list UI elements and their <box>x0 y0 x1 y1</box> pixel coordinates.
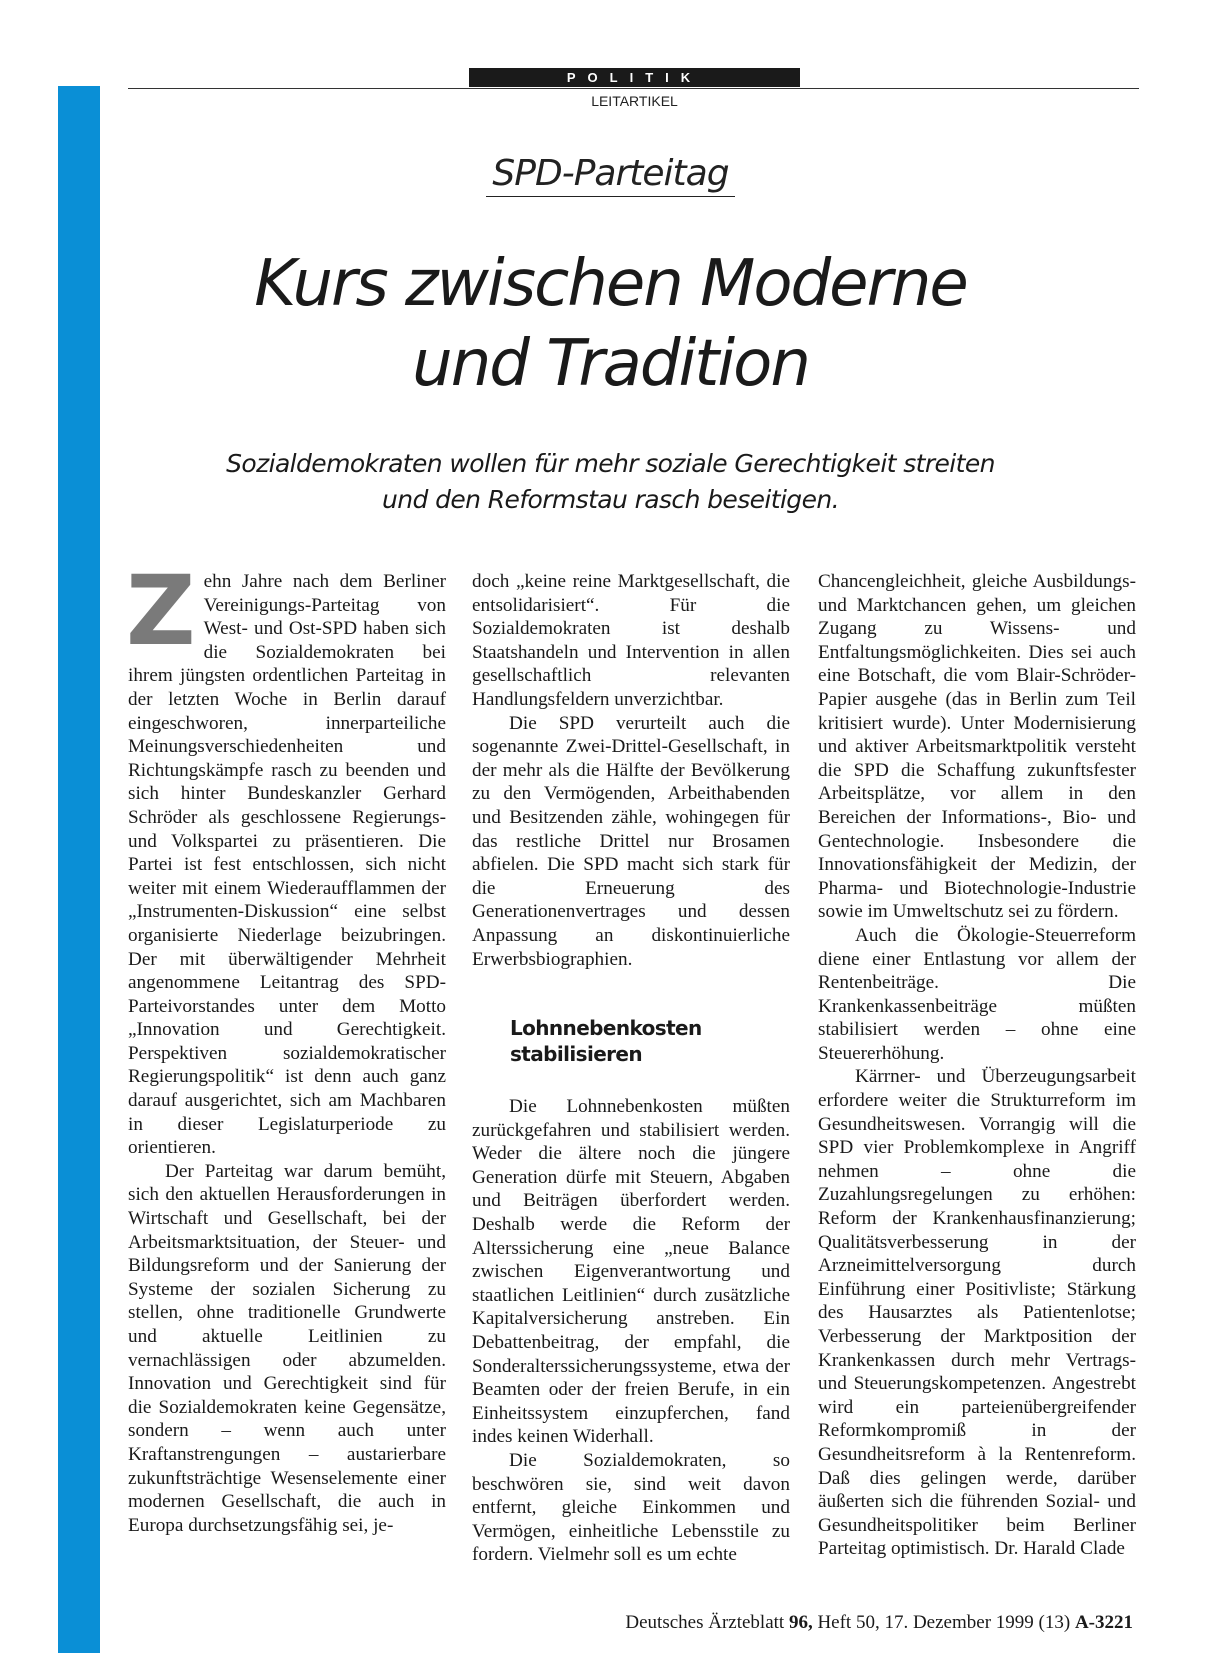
paragraph: Chancengleichheit, gleiche Ausbildungs- und Marktchancen gehen, um gleichen Zugang zu Wissens- und Entfaltungsmöglichkeiten. Dies sei auch eine Botschaft, die vom Blair-Schröder-Papier ausgehe (das in Berlin zum Teil kritisiert wurde). Unter Modernisierung und aktiver Arbeitsmarktpolitik versteht die SPD die Schaffung zukunftsfester Arbeitsplätze, vor allem in den Bereichen der Informations-, Bio- und Gentechnologie. Insbesondere die Innovationsfähigkeit der Medizin, der Pharma- und Biotechnologie-Industrie sowie im Umweltschutz sei zu fördern. <box>818 571 1136 923</box>
paragraph: Kärrner- und Überzeugungsarbeit erfordere weiter die Strukturreform im Gesundheitswesen. Vorrangig will die SPD vier Problemkomplexe in Angriff nehmen – ohne die Zuzahlungsregelungen zu erhöhen: Reform der Krankenhausfinanzierung; Qualitätsverbesserung in der Arzneimittelversorgung durch Einführung einer Positivliste; Stärkung des Hausarztes als Patientenlotse; Verbesserung der Marktposition der Krankenkassen durch mehr Vertrags- und Steuerungskompetenzen. Angestrebt wird ein parteienübergreifender Reformkompromiß in der Gesundheitsreform à la Rentenreform. Daß dies gelingen werde, darüber äußerten sich die führenden Sozial- und Gesundheitspolitiker beim Berliner Parteitag optimistisch. Dr. Harald Clade <box>818 1066 1136 1560</box>
subheading-line-2: stabilisieren <box>510 1042 643 1067</box>
headline-line-1: Kurs zwischen Moderne <box>254 247 967 321</box>
page-footer <box>625 1612 1133 1634</box>
kicker <box>0 153 1221 197</box>
standfirst-line-2: und den Reformstau rasch beseitigen. <box>382 485 839 514</box>
headline-line-2: und Tradition <box>412 327 809 401</box>
subsection-label: LEITARTIKEL <box>591 93 678 109</box>
issue-info: Heft 50, 17. Dezember 1999 (13) <box>817 1612 1071 1633</box>
standfirst <box>0 446 1221 518</box>
journal-name: Deutsches Ärzteblatt <box>625 1612 785 1633</box>
journal-volume: 96, <box>788 1612 813 1633</box>
standfirst-line-1: Sozialdemokraten wollen für mehr soziale Gerechtigkeit streiten <box>226 449 995 478</box>
header-rule <box>128 88 1139 89</box>
paragraph: Die Sozialdemokraten, so beschwören sie, sind weit davon entfernt, gleiche Einkommen und Vermögen, einheitliche Lebensstile zu fordern. Vielmehr soll es um echte <box>472 1450 790 1566</box>
article-column-2 <box>472 570 790 1567</box>
kicker-text: SPD-Parteitag <box>486 153 734 197</box>
subheading-line-1: Lohnnebenkosten <box>510 1016 702 1041</box>
section-label: POLITIK <box>469 68 800 87</box>
article-column-3 <box>818 570 1136 1561</box>
paragraph: Die SPD verurteilt auch die sogenannte Zwei-Drittel-Gesellschaft, in der mehr als die Hälfte der Bevölkerung zu den Vermögenden, Arbeithabenden und Besitzenden zähle, wohingegen für das restliche Drittel nur Brosamen abfielen. Die SPD macht sich stark für die Erneuerung des Generationenvertrages und dessen Anpassung an diskontinuierliche Erwerbsbiographien. <box>472 712 790 970</box>
paragraph: Die Lohnnebenkosten müßten zurückgefahren und stabilisiert werden. Weder die ältere noch die jüngere Generation dürfe mit Steuern, Abgaben und Beiträgen überfordert werden. Deshalb werde die Reform der Alterssicherung eine „neue Balance zwischen Eigenverantwortung und staatlichen Leitlinien“ durch zusätzliche Kapitalversicherung anstreben. Ein Debattenbeitrag, der empfahl, die Sonderalterssicherungssysteme, etwa der Beamten oder der freien Berufe, in ein Einheitssystem einzupferchen, fand indes keinen Widerhall. <box>472 1096 790 1448</box>
article-column-1 <box>126 555 446 1537</box>
paragraph: Der Parteitag war darum bemüht, sich den aktuellen Herausforderungen in Wirtschaft und Gesellschaft, bei der Arbeitsmarktsituation, der Steuer- und Bildungsreform und der Sanierung der Systeme der sozialen Sicherung zu stellen, ohne traditionelle Grundwerte und aktuelle Leitlinien zu vernachlässigen oder abzumelden. Innovation und Gerechtigkeit sind für die Sozialdemokraten keine Gegensätze, sondern – wenn auch unter Kraftanstrengungen – austarierbare zukunftsträchtige Wesenselemente einer modernen Gesellschaft, die auch in Europa durchsetzungsfähig sei, je- <box>128 1160 446 1536</box>
page-number: A-3221 <box>1074 1612 1133 1633</box>
paragraph: doch „keine reine Marktgesellschaft, die entsolidarisiert“. Für die Sozialdemokraten ist deshalb Staatshandeln und Intervention in allen gesellschaftlich relevanten Handlungsfeldern unverzichtbar. <box>472 571 790 710</box>
paragraph: ehn Jahre nach dem Berliner Vereinigungs-Parteitag von West- und Ost-SPD haben sich die Sozialdemokraten bei ihrem jüngsten ordentlichen Parteitag in der letzten Woche in Berlin darauf eingeschworen, innerparteiliche Meinungsverschiedenheiten und Richtungskämpfe rasch zu beenden und sich hinter Bundeskanzler Gerhard Schröder als geschlossene Regierungs- und Volkspartei zu präsentieren. Die Partei ist fest entschlossen, sich nicht weiter mit einem Wiederaufflammen der „Instrumenten-Diskussion“ eine selbst organisierte Niederlage beizubringen. Der mit überwältigender Mehrheit angenommene Leitantrag des SPD-Parteivorstandes unter dem Motto „Innovation und Gerechtigkeit. Perspektiven sozialdemokratischer Regierungspolitik“ ist denn auch ganz darauf ausgerichtet, sich am Machbaren in dieser Legislaturperiode zu orientieren. <box>128 571 446 1159</box>
paragraph: Auch die Ökologie-Steuerreform diene einer Entlastung vor allem der Rentenbeiträge. Die Krankenkassenbeiträge müßten stabilisiert werden – ohne eine Steuererhöhung. <box>818 924 1136 1064</box>
headline <box>0 244 1221 404</box>
drop-cap: Z <box>126 555 196 667</box>
subheading <box>510 1015 790 1067</box>
